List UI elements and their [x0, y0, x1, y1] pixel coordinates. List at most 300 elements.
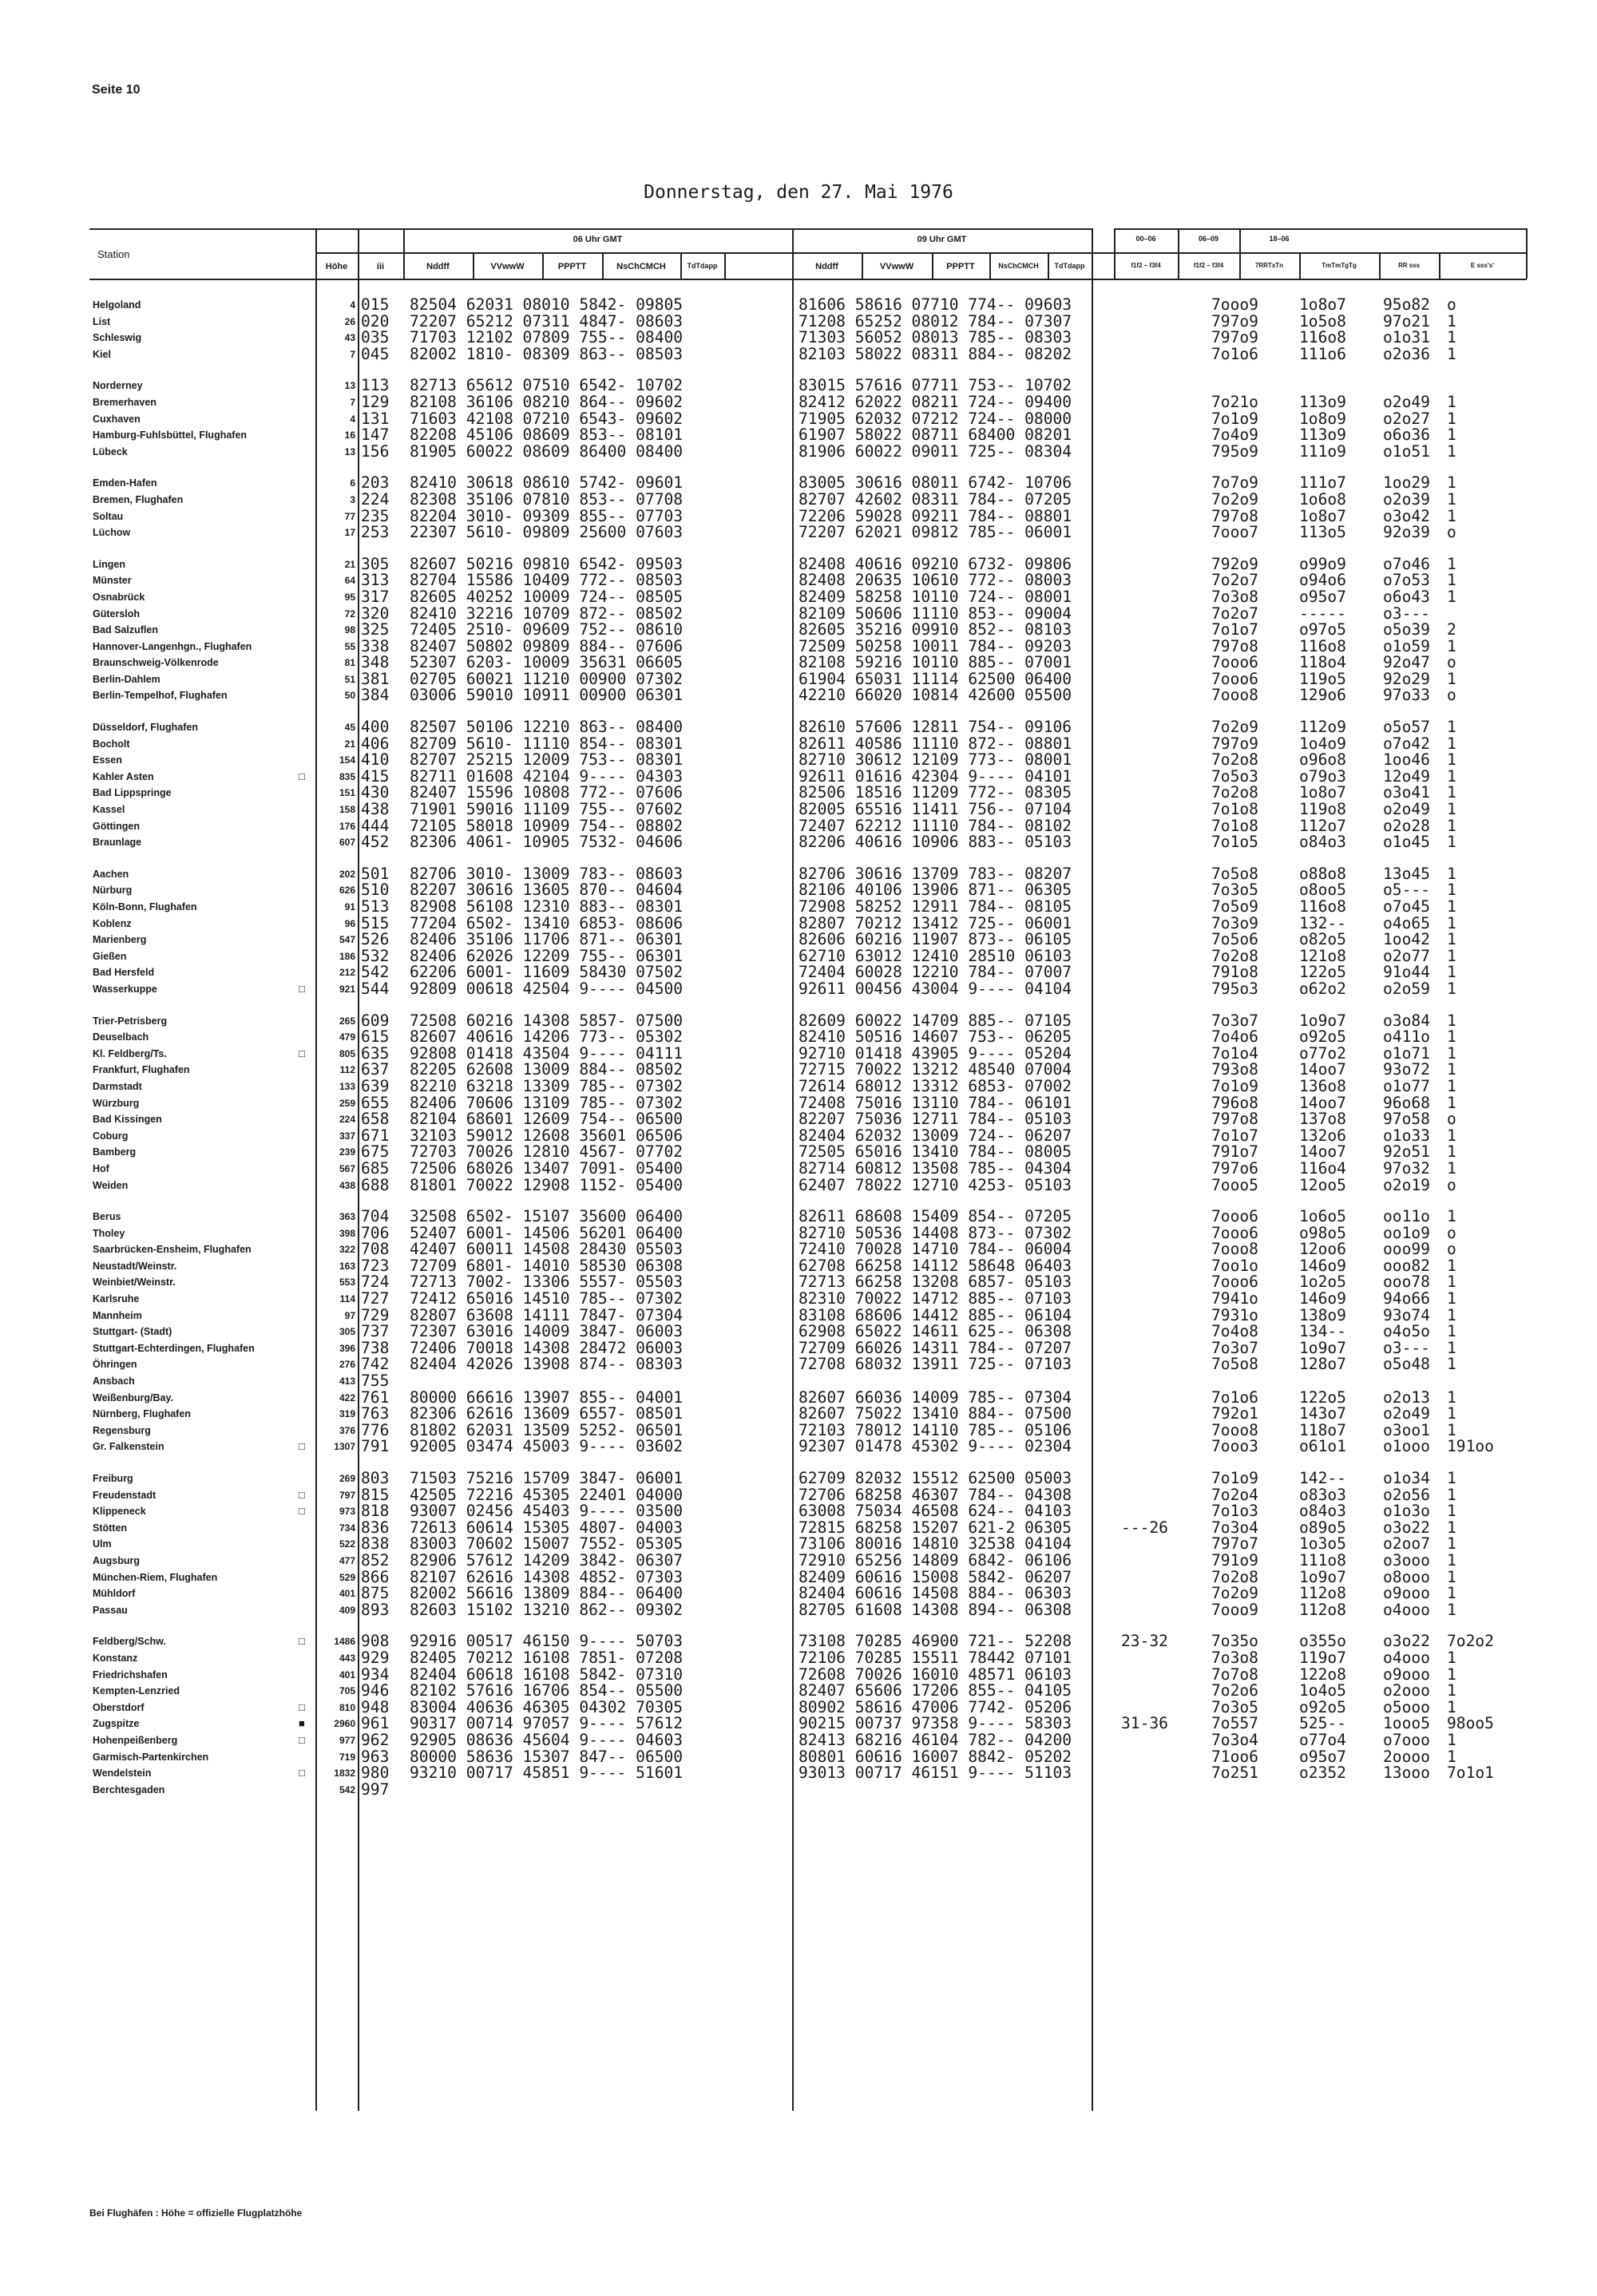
- extreme-value-4: 1: [1447, 554, 1456, 573]
- station-name: Kl. Feldberg/Ts.: [93, 1047, 167, 1059]
- station-height: 1832: [334, 1768, 355, 1779]
- extreme-value-2: 111o7: [1299, 473, 1346, 493]
- extreme-value-3: o2o49: [1383, 1404, 1430, 1423]
- extreme-value-3: o3o22: [1383, 1632, 1430, 1651]
- table-row: [89, 411, 1527, 428]
- table-row: [89, 1111, 1527, 1128]
- station-name: Coburg: [93, 1130, 129, 1142]
- station-height: 21: [344, 738, 355, 750]
- obs-09-utc: 72709 66026 14311 784-- 07207: [798, 1338, 1072, 1357]
- obs-06-utc: 92916 00517 46150 9---- 50703: [410, 1632, 684, 1651]
- extreme-value-2: o94o6: [1299, 571, 1346, 590]
- extreme-value-1: 7o1o6: [1211, 344, 1258, 363]
- station-height: 363: [339, 1211, 355, 1223]
- extreme-value-3: o4o65: [1383, 913, 1430, 932]
- table-row: [89, 622, 1527, 639]
- table-row: [89, 1340, 1527, 1357]
- header-station: Station: [97, 248, 130, 260]
- station-marker: □: [299, 1488, 305, 1501]
- obs-06-utc: 81905 60022 08609 86400 08400: [410, 441, 684, 461]
- extreme-value-4: o: [1447, 1223, 1456, 1242]
- extreme-value-2: 1o3o5: [1299, 1534, 1346, 1554]
- obs-06-utc: 82205 62608 13009 884-- 08502: [410, 1060, 684, 1079]
- station-index: 761: [361, 1387, 390, 1407]
- extreme-value-4: 1: [1447, 1747, 1456, 1766]
- station-height: 269: [339, 1473, 355, 1484]
- station-name: Friedrichshafen: [93, 1669, 168, 1680]
- extreme-value-1: 7o3o4: [1211, 1730, 1258, 1749]
- extreme-value-2: 116o8: [1299, 636, 1346, 655]
- station-index: 961: [361, 1714, 390, 1733]
- header-tmin: TmTmTgTg: [1322, 262, 1357, 269]
- station-name: Konstanz: [93, 1652, 138, 1664]
- station-name: Ulm: [93, 1538, 112, 1550]
- extreme-value-4: 1: [1447, 441, 1456, 461]
- extreme-value-4: 1: [1447, 1697, 1456, 1716]
- obs-09-utc: 72408 75016 13110 784-- 06101: [798, 1093, 1072, 1112]
- obs-09-utc: 72614 68012 13312 6853- 07002: [798, 1076, 1072, 1095]
- station-height: 337: [339, 1130, 355, 1142]
- station-index: 803: [361, 1469, 390, 1487]
- station-height: 443: [339, 1652, 355, 1664]
- obs-09-utc: 82707 42602 08311 784-- 07205: [798, 489, 1072, 509]
- station-name: Braunschweig-Völkenrode: [93, 657, 219, 669]
- table-row: [89, 719, 1527, 736]
- table-row: [89, 330, 1527, 346]
- header-nddff-06: Nddff: [426, 262, 450, 271]
- extreme-value-4: 1: [1447, 1600, 1456, 1619]
- extreme-value-2: 1o4o5: [1299, 1681, 1346, 1700]
- station-height: 64: [344, 575, 355, 587]
- extreme-value-3: o1o34: [1383, 1469, 1430, 1487]
- table-row: [89, 1765, 1527, 1782]
- extreme-value-3: 1oo42: [1383, 930, 1430, 949]
- station-height: 422: [339, 1391, 355, 1403]
- obs-09-utc: 63008 75034 46508 624-- 04103: [798, 1502, 1072, 1521]
- extreme-value-4: 1: [1447, 1502, 1456, 1521]
- header-iii: iii: [376, 262, 385, 271]
- obs-06-utc: 82504 62031 08010 5842- 09805: [410, 295, 684, 314]
- station-height: 797: [339, 1489, 355, 1501]
- extreme-value-1: 7o5o6: [1211, 930, 1258, 949]
- extreme-value-4: o: [1447, 1175, 1456, 1194]
- obs-06-utc: 72709 6801- 14010 58530 06308: [410, 1256, 684, 1275]
- extreme-value-1: 797o9: [1211, 734, 1258, 753]
- obs-06-utc: 92808 01418 43504 9---- 04111: [410, 1043, 684, 1063]
- extreme-value-2: 12oo5: [1299, 1175, 1346, 1194]
- extreme-value-2: 14oo7: [1299, 1093, 1346, 1112]
- extreme-value-3: o3ooo: [1383, 1550, 1430, 1570]
- obs-09-utc: 82506 18516 11209 772-- 08305: [798, 783, 1072, 802]
- station-height: 4: [350, 299, 355, 311]
- extreme-value-3: 1oo29: [1383, 473, 1430, 493]
- station-index: 224: [361, 489, 390, 509]
- station-name: Koblenz: [93, 917, 132, 929]
- station-index: 305: [361, 554, 390, 573]
- header-range-00-06: 00–06: [1135, 235, 1156, 243]
- extreme-value-1: 7ooo8: [1211, 1420, 1258, 1439]
- extreme-value-2: 1o8o7: [1299, 295, 1346, 314]
- extreme-value-3: o3o41: [1383, 783, 1430, 802]
- extreme-value-1: 7o1o9: [1211, 409, 1258, 428]
- extreme-value-3: 93o72: [1383, 1060, 1430, 1079]
- extreme-value-1: 7o7o8: [1211, 1665, 1258, 1684]
- obs-06-utc: 72412 65016 14510 785-- 07302: [410, 1289, 684, 1308]
- extreme-value-2: 113o9: [1299, 426, 1346, 445]
- extreme-value-3: 92o29: [1383, 669, 1430, 688]
- extreme-value-1: 7o2o9: [1211, 718, 1258, 737]
- extreme-value-3: o1o51: [1383, 441, 1430, 461]
- extreme-value-4: 1: [1447, 963, 1456, 982]
- table-row: [89, 1029, 1527, 1046]
- station-group: [89, 297, 1527, 362]
- extreme-value-4: 1: [1447, 1011, 1456, 1030]
- station-height: 21: [344, 558, 355, 570]
- station-index: 875: [361, 1584, 390, 1603]
- station-index: 791: [361, 1437, 390, 1456]
- station-index: 313: [361, 571, 390, 590]
- extreme-value-2: o62o2: [1299, 979, 1346, 998]
- table-row: [89, 1420, 1527, 1439]
- table-row: [89, 1387, 1527, 1407]
- extreme-value-2: 1o2o5: [1299, 1273, 1346, 1292]
- extreme-value-3: o3---: [1383, 1338, 1430, 1357]
- extreme-value-3: o6o43: [1383, 587, 1430, 606]
- station-height: 43: [344, 332, 355, 344]
- extreme-value-4: 191oo: [1447, 1437, 1494, 1456]
- station-name: Lingen: [93, 558, 125, 570]
- extreme-value-2: 134--: [1299, 1322, 1346, 1341]
- obs-06-utc: 82204 3010- 09309 855-- 07703: [410, 506, 684, 525]
- obs-09-utc: 82404 60616 14508 884-- 06303: [798, 1584, 1072, 1603]
- station-index: 430: [361, 783, 390, 802]
- obs-09-utc: 72407 62212 11110 784-- 08102: [798, 816, 1072, 835]
- station-marker: □: [299, 1505, 305, 1518]
- extreme-value-3: o411o: [1383, 1027, 1430, 1047]
- obs-09-utc: 62407 78022 12710 4253- 05103: [798, 1175, 1072, 1194]
- obs-09-utc: 82410 50516 14607 753-- 06205: [798, 1027, 1072, 1047]
- station-name: Augsburg: [93, 1554, 141, 1566]
- obs-09-utc: 81906 60022 09011 725-- 08304: [798, 441, 1072, 461]
- station-name: Öhringen: [93, 1359, 137, 1371]
- obs-09-utc: 82714 60812 13508 785-- 04304: [798, 1158, 1072, 1178]
- station-name: Hamburg-Fuhlsbüttel, Flughafen: [93, 430, 248, 441]
- extreme-value-2: 118o4: [1299, 653, 1346, 672]
- extreme-value-1: 792o1: [1211, 1404, 1258, 1423]
- obs-09-utc: 72106 70285 15511 78442 07101: [798, 1648, 1072, 1667]
- obs-09-utc: 62710 63012 12410 28510 06103: [798, 946, 1072, 965]
- extreme-value-4: 1: [1447, 1060, 1456, 1079]
- extreme-value-4: 1: [1447, 1043, 1456, 1063]
- extreme-value-4: 1: [1447, 1387, 1456, 1407]
- extreme-value-2: -----: [1299, 604, 1346, 623]
- extreme-value-2: 143o7: [1299, 1404, 1346, 1423]
- extreme-value-3: o7o53: [1383, 571, 1430, 590]
- obs-06-utc: 83004 40636 46305 04302 70305: [410, 1697, 684, 1716]
- obs-09-utc: 82610 57606 12811 754-- 09106: [798, 718, 1072, 737]
- header-clouds-09: NsChCMCH: [998, 262, 1039, 270]
- obs-06-utc: 82807 63608 14111 7847- 07304: [410, 1305, 684, 1324]
- obs-06-utc: 82706 3010- 13009 783-- 08603: [410, 864, 684, 883]
- extreme-value-4: 1: [1447, 930, 1456, 949]
- table-row: [89, 1667, 1527, 1684]
- station-marker: □: [299, 982, 305, 995]
- extreme-value-3: o2o27: [1383, 409, 1430, 428]
- station-name: Frankfurt, Flughafen: [93, 1064, 190, 1076]
- station-index: 348: [361, 653, 390, 672]
- extreme-value-2: 122o5: [1299, 963, 1346, 982]
- extreme-value-1: 7o4o8: [1211, 1322, 1258, 1341]
- station-index: 513: [361, 897, 390, 916]
- extreme-value-3: 97o33: [1383, 686, 1430, 705]
- extreme-value-1: 7o1o9: [1211, 1469, 1258, 1487]
- extreme-value-3: 93o74: [1383, 1305, 1430, 1324]
- obs-06-utc: 72307 63016 14009 3847- 06003: [410, 1322, 684, 1341]
- obs-09-utc: 82710 30612 12109 773-- 08001: [798, 750, 1072, 770]
- extreme-value-3: o6o36: [1383, 426, 1430, 445]
- station-index: 688: [361, 1175, 390, 1194]
- extreme-value-2: 113o5: [1299, 523, 1346, 542]
- obs-09-utc: 82207 75036 12711 784-- 05103: [798, 1110, 1072, 1129]
- extreme-value-1: 7o1o9: [1211, 1076, 1258, 1095]
- extreme-value-1: 7o1o8: [1211, 816, 1258, 835]
- extreme-value-4: 1: [1447, 636, 1456, 655]
- extreme-value-3: ooo99: [1383, 1240, 1430, 1259]
- obs-06-utc: 72613 60614 15305 4807- 04003: [410, 1518, 684, 1537]
- extreme-value-1: 7o3o5: [1211, 1697, 1258, 1716]
- extreme-value-3: o1o45: [1383, 833, 1430, 852]
- header-range-06-09: 06–09: [1198, 235, 1219, 243]
- obs-09-utc: 92710 01418 43905 9---- 05204: [798, 1043, 1072, 1063]
- obs-06-utc: 71503 75216 15709 3847- 06001: [410, 1469, 684, 1487]
- header-f-a: f1f2 – f3f4: [1131, 262, 1161, 269]
- extreme-value-4: 1: [1447, 1404, 1456, 1423]
- obs-09-utc: 72103 78012 14110 785-- 05106: [798, 1420, 1072, 1439]
- obs-06-utc: 72506 68026 13407 7091- 05400: [410, 1158, 684, 1178]
- table-row: [89, 636, 1527, 655]
- station-index: 729: [361, 1305, 390, 1324]
- extreme-value-2: 119o8: [1299, 800, 1346, 819]
- obs-09-utc: 82103 58022 08311 884-- 08202: [798, 344, 1072, 363]
- station-height: 114: [339, 1293, 355, 1305]
- obs-09-utc: 82710 50536 14408 873-- 07302: [798, 1223, 1072, 1242]
- extreme-value-1: 792o9: [1211, 554, 1258, 573]
- extreme-value-4: 1: [1447, 426, 1456, 445]
- station-name: Helgoland: [93, 299, 141, 311]
- header-ppptt-09: PPPTT: [946, 262, 975, 271]
- obs-09-utc: 62709 82032 15512 62500 05003: [798, 1469, 1072, 1487]
- table-row: [89, 1043, 1527, 1063]
- extreme-value-4: o: [1447, 1110, 1456, 1129]
- extreme-value-2: 12oo6: [1299, 1240, 1346, 1259]
- table-row: [89, 1175, 1527, 1194]
- station-height: 396: [339, 1342, 355, 1354]
- extreme-value-4: o: [1447, 1240, 1456, 1259]
- obs-09-utc: 82605 35216 09910 852-- 08103: [798, 620, 1072, 639]
- station-height: 322: [339, 1244, 355, 1256]
- station-index: 934: [361, 1665, 390, 1684]
- obs-09-utc: 82413 68216 46104 782-- 04200: [798, 1730, 1072, 1749]
- table-row: [89, 1209, 1527, 1225]
- extreme-value-2: o92o5: [1299, 1697, 1346, 1716]
- extreme-value-2: 132--: [1299, 913, 1346, 932]
- station-index: 755: [361, 1372, 390, 1391]
- table-row: [89, 818, 1527, 835]
- station-name: Oberstdorf: [93, 1701, 145, 1713]
- station-name: Regensburg: [93, 1424, 151, 1436]
- station-name: Mannheim: [93, 1309, 142, 1321]
- header-clouds-06: NsChCMCH: [616, 262, 666, 271]
- station-name: Emden-Hafen: [93, 477, 157, 489]
- table-row: [89, 1095, 1527, 1112]
- obs-06-utc: 72105 58018 10909 754-- 08802: [410, 816, 684, 835]
- table-row: [89, 506, 1527, 525]
- station-height: 151: [339, 787, 355, 799]
- obs-09-utc: 72404 60028 12210 784-- 07007: [798, 963, 1072, 982]
- obs-06-utc: 72508 60216 14308 5857- 07500: [410, 1011, 684, 1030]
- obs-06-utc: 82210 63218 13309 785-- 07302: [410, 1076, 684, 1095]
- table-row: [89, 589, 1527, 606]
- extreme-value-2: 14oo7: [1299, 1142, 1346, 1162]
- obs-06-utc: 03006 59010 10911 00900 06301: [410, 686, 684, 705]
- extreme-value-1: 7ooo5: [1211, 1175, 1258, 1194]
- station-index: 615: [361, 1027, 390, 1047]
- extreme-value-1: 797o8: [1211, 636, 1258, 655]
- station-name: Saarbrücken-Ensheim, Flughafen: [93, 1244, 252, 1256]
- extreme-value-2: o77o2: [1299, 1043, 1346, 1063]
- extreme-value-4: 1: [1447, 328, 1456, 347]
- extreme-value-3: o2o49: [1383, 392, 1430, 411]
- station-group: [89, 1209, 1527, 1455]
- obs-06-utc: 93210 00717 45851 9---- 51601: [410, 1764, 684, 1783]
- obs-09-utc: 73106 80016 14810 32538 04104: [798, 1534, 1072, 1554]
- extreme-value-2: 1o9o7: [1299, 1011, 1346, 1030]
- obs-09-utc: 82409 60616 15008 5842- 06207: [798, 1567, 1072, 1586]
- station-height: 522: [339, 1538, 355, 1550]
- extreme-value-3: o2o49: [1383, 800, 1430, 819]
- extreme-value-1: 7o3o5: [1211, 881, 1258, 900]
- table-row: [89, 475, 1527, 492]
- station-height: 835: [339, 770, 355, 782]
- table-row: [89, 346, 1527, 363]
- extreme-value-1: 7o3o8: [1211, 1648, 1258, 1667]
- station-index: 338: [361, 636, 390, 655]
- extreme-value-2: 112o9: [1299, 718, 1346, 737]
- extreme-value-1: 795o9: [1211, 441, 1258, 461]
- extreme-value-4: 1: [1447, 1142, 1456, 1162]
- extreme-value-2: 112o8: [1299, 1584, 1346, 1603]
- obs-06-utc: 82406 35106 11706 871-- 06301: [410, 930, 684, 949]
- extreme-value-1: 7o2o9: [1211, 489, 1258, 509]
- obs-06-utc: 82405 70212 16108 7851- 07208: [410, 1648, 684, 1667]
- station-name: Essen: [93, 754, 122, 766]
- obs-06-utc: 72406 70018 14308 28472 06003: [410, 1338, 684, 1357]
- station-name: Köln-Bonn, Flughafen: [93, 901, 197, 912]
- extreme-value-1: 7ooo6: [1211, 1207, 1258, 1226]
- range-value: 23-32: [1121, 1632, 1168, 1651]
- extreme-value-3: o2o56: [1383, 1485, 1430, 1504]
- station-height: 98: [344, 624, 355, 636]
- table-row: [89, 1406, 1527, 1423]
- table-row: [89, 687, 1527, 704]
- station-height: 547: [339, 934, 355, 946]
- station-name: Braunlage: [93, 837, 142, 849]
- extreme-value-3: o4ooo: [1383, 1600, 1430, 1619]
- footnote: Bei Flughäfen : Höhe = offizielle Flugplatzhöhe: [89, 2207, 303, 2219]
- extreme-value-1: 7o5o8: [1211, 1355, 1258, 1374]
- extreme-value-4: 1: [1447, 816, 1456, 835]
- extreme-value-1: 7ooo6: [1211, 653, 1258, 672]
- extreme-value-3: o2o19: [1383, 1175, 1430, 1194]
- extreme-value-3: o2o13: [1383, 1387, 1430, 1407]
- extreme-value-2: o61o1: [1299, 1437, 1346, 1456]
- station-group: [89, 475, 1527, 540]
- header-vvwww-06: VVwwW: [490, 262, 525, 271]
- extreme-value-4: 1: [1447, 783, 1456, 802]
- station-name: Berlin-Dahlem: [93, 673, 160, 685]
- station-group: [89, 378, 1527, 460]
- station-index: 544: [361, 979, 390, 998]
- extreme-value-4: 1: [1447, 311, 1456, 331]
- station-index: 131: [361, 409, 390, 428]
- extreme-value-4: 1: [1447, 897, 1456, 916]
- extreme-value-2: 112o7: [1299, 816, 1346, 835]
- obs-06-utc: 92905 08636 45604 9---- 04603: [410, 1730, 684, 1749]
- table-row: [89, 572, 1527, 589]
- station-name: Cuxhaven: [93, 413, 141, 425]
- station-height: 6: [350, 477, 355, 489]
- table-row: [89, 1697, 1527, 1716]
- obs-06-utc: 52307 6203- 10009 35631 06605: [410, 653, 684, 672]
- station-index: 035: [361, 328, 390, 347]
- obs-09-utc: 82807 70212 13412 725-- 06001: [798, 913, 1072, 932]
- extreme-value-4: 1: [1447, 1305, 1456, 1324]
- header-range-18-06: 18–06: [1269, 235, 1290, 243]
- obs-06-utc: 82704 15586 10409 772-- 08503: [410, 571, 684, 590]
- obs-06-utc: 82707 25215 12009 753-- 08301: [410, 750, 684, 770]
- station-height: 553: [339, 1277, 355, 1289]
- obs-06-utc: 82102 57616 16706 854-- 05500: [410, 1681, 684, 1700]
- extreme-value-3: o9ooo: [1383, 1665, 1430, 1684]
- obs-06-utc: 52407 6001- 14506 56201 06400: [410, 1223, 684, 1242]
- obs-09-utc: 82607 66036 14009 785-- 07304: [798, 1387, 1072, 1407]
- obs-09-utc: 82005 65516 11411 756-- 07104: [798, 800, 1072, 819]
- table-row: [89, 964, 1527, 981]
- station-index: 406: [361, 734, 390, 753]
- station-marker: ■: [299, 1717, 305, 1730]
- table-row: [89, 311, 1527, 331]
- extreme-value-1: 7o2o8: [1211, 783, 1258, 802]
- extreme-value-3: o3o22: [1383, 1518, 1430, 1537]
- extreme-value-2: 1o8o7: [1299, 783, 1346, 802]
- extreme-value-4: 1: [1447, 489, 1456, 509]
- station-marker: □: [299, 1047, 305, 1059]
- station-height: 719: [339, 1751, 355, 1763]
- table-row: [89, 1633, 1527, 1650]
- station-name: Ansbach: [93, 1376, 135, 1387]
- obs-06-utc: 42407 60011 14508 28430 05503: [410, 1240, 684, 1259]
- page-title: Donnerstag, den 27. Mai 1976: [644, 182, 953, 203]
- station-name: Hannover-Langenhgn., Flughafen: [93, 640, 252, 652]
- station-height: 1486: [334, 1636, 355, 1648]
- station-name: Bremen, Flughafen: [93, 493, 184, 505]
- station-height: 158: [339, 804, 355, 816]
- table-row: [89, 1471, 1527, 1487]
- table-row: [89, 1356, 1527, 1373]
- obs-06-utc: 82404 42026 13908 874-- 08303: [410, 1355, 684, 1374]
- extreme-value-3: 92o51: [1383, 1142, 1430, 1162]
- extreme-value-2: o95o7: [1299, 1747, 1346, 1766]
